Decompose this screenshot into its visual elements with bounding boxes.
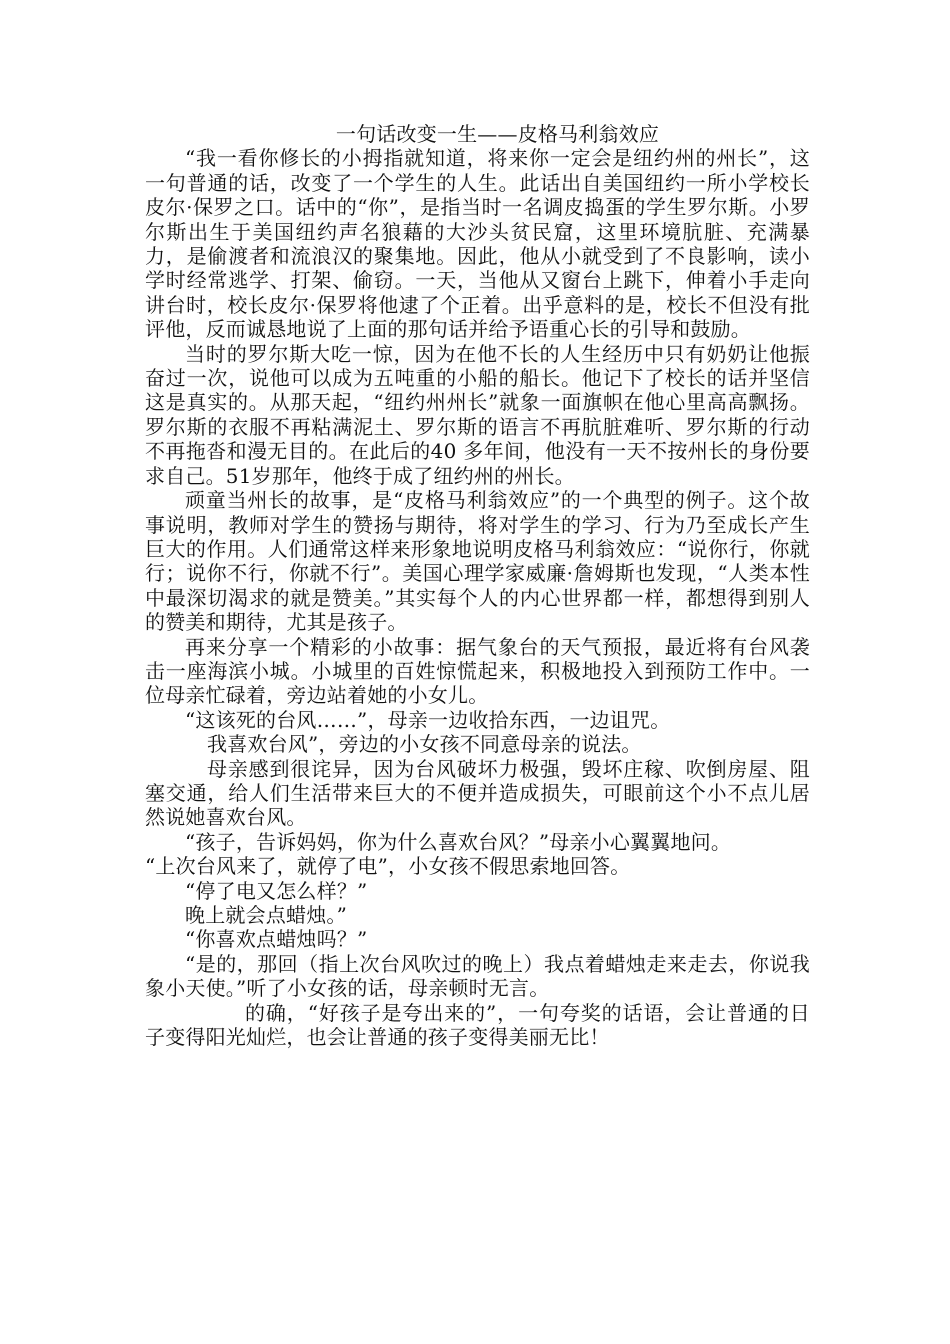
paragraph-1: “我一看你修长的小拇指就知道，将来你一定会是纽约州的州长”，这一句普通的话，改变了一个学生的人生。此话出自美国纽约一所小学校长皮尔·保罗之口。话中的“你”，是指当时一名调皮捣蛋的学生罗尔斯。小罗尔斯出生于美国纽约声名狼藉的大沙头贫民窟，这里环境肮脏、充满暴力，是偷渡者和流浪汉的聚集地。因此，他从小就受到了不良影响，读小学时经常逃学、打架、偷窃。一天，当他从又窗台上跳下，伸着小手走向讲台时，校长皮尔·保罗将他逮了个正着。出乎意料的是，校长不但没有批评他，反而诚恳地说了上面的那句话并给予语重心长的引导和鼓励。 bbox=[145, 146, 810, 342]
document-body bbox=[145, 122, 810, 1049]
paragraph-2: 当时的罗尔斯大吃一惊，因为在他不长的人生经历中只有奶奶让他振奋过一次，说他可以成为五吨重的小船的船长。他记下了校长的话并坚信这是真实的。从那天起，“纽约州州长”就象一面旗帜在他心里高高飘扬。罗尔斯的衣服不再粘满泥土、罗尔斯的语言不再肮脏难听、罗尔斯的行动不再拖沓和漫无目的。在此后的40 多年间，他没有一天不按州长的身份要求自己。51岁那年，他终于成了纽约州的州长。 bbox=[145, 341, 810, 488]
closing-paragraph: 的确，“好孩子是夸出来的”，一句夸奖的话语，会让普通的日子变得阳光灿烂，也会让普通的孩子变得美丽无比！ bbox=[145, 1000, 810, 1050]
paragraph-4: 再来分享一个精彩的小故事：据气象台的天气预报，最近将有台风袭击一座海滨小城。小城里的百姓惊慌起来，积极地投入到预防工作中。一位母亲忙碌着，旁边站着她的小女儿。 bbox=[145, 634, 810, 708]
dialogue-line-4: “上次台风来了，就停了电”，小女孩不假思索地回答。 bbox=[145, 854, 631, 879]
document-title: 一句话改变一生——皮格马利翁效应 bbox=[335, 122, 660, 146]
paragraph-5: 母亲感到很诧异，因为台风破坏力极强，毁坏庄稼、吹倒房屋、阻塞交通，给人们生活带来巨大的不便并造成损失，可眼前这个小不点儿居然说她喜欢台风。 bbox=[145, 756, 810, 830]
paragraph-3: 顽童当州长的故事，是“皮格马利翁效应”的一个典型的例子。这个故事说明，教师对学生的赞扬与期待，将对学生的学习、行为乃至成长产生巨大的作用。人们通常这样来形象地说明皮格马利翁效应：“说你行，你就行；说你不行，你就不行”。美国心理学家威廉·詹姆斯也发现，“人类本性中最深切渴求的就是赞美。”其实每个人的内心世界都一样，都想得到别人的赞美和期待，尤其是孩子。 bbox=[145, 488, 810, 635]
dialogue-line-3: “孩子，告诉妈妈，你为什么喜欢台风？”母亲小心翼翼地问。 bbox=[185, 829, 732, 854]
dialogue-line-1: “这该死的台风……”，母亲一边收拾东西，一边诅咒。 bbox=[185, 707, 671, 732]
dialogue-line-2: 我喜欢台风”，旁边的小女孩不同意母亲的说法。 bbox=[207, 732, 642, 757]
dialogue-line-7: “你喜欢点蜡烛吗？” bbox=[185, 927, 368, 952]
dialogue-line-6: 晚上就会点蜡烛。” bbox=[185, 903, 348, 927]
dialogue-line-5: “停了电又怎么样？” bbox=[185, 878, 368, 903]
dialogue-line-8: “是的，那回（指上次台风吹过的晚上）我点着蜡烛走来走去，你说我象小天使。”听了小女孩的话，母亲顿时无言。 bbox=[145, 951, 810, 1001]
